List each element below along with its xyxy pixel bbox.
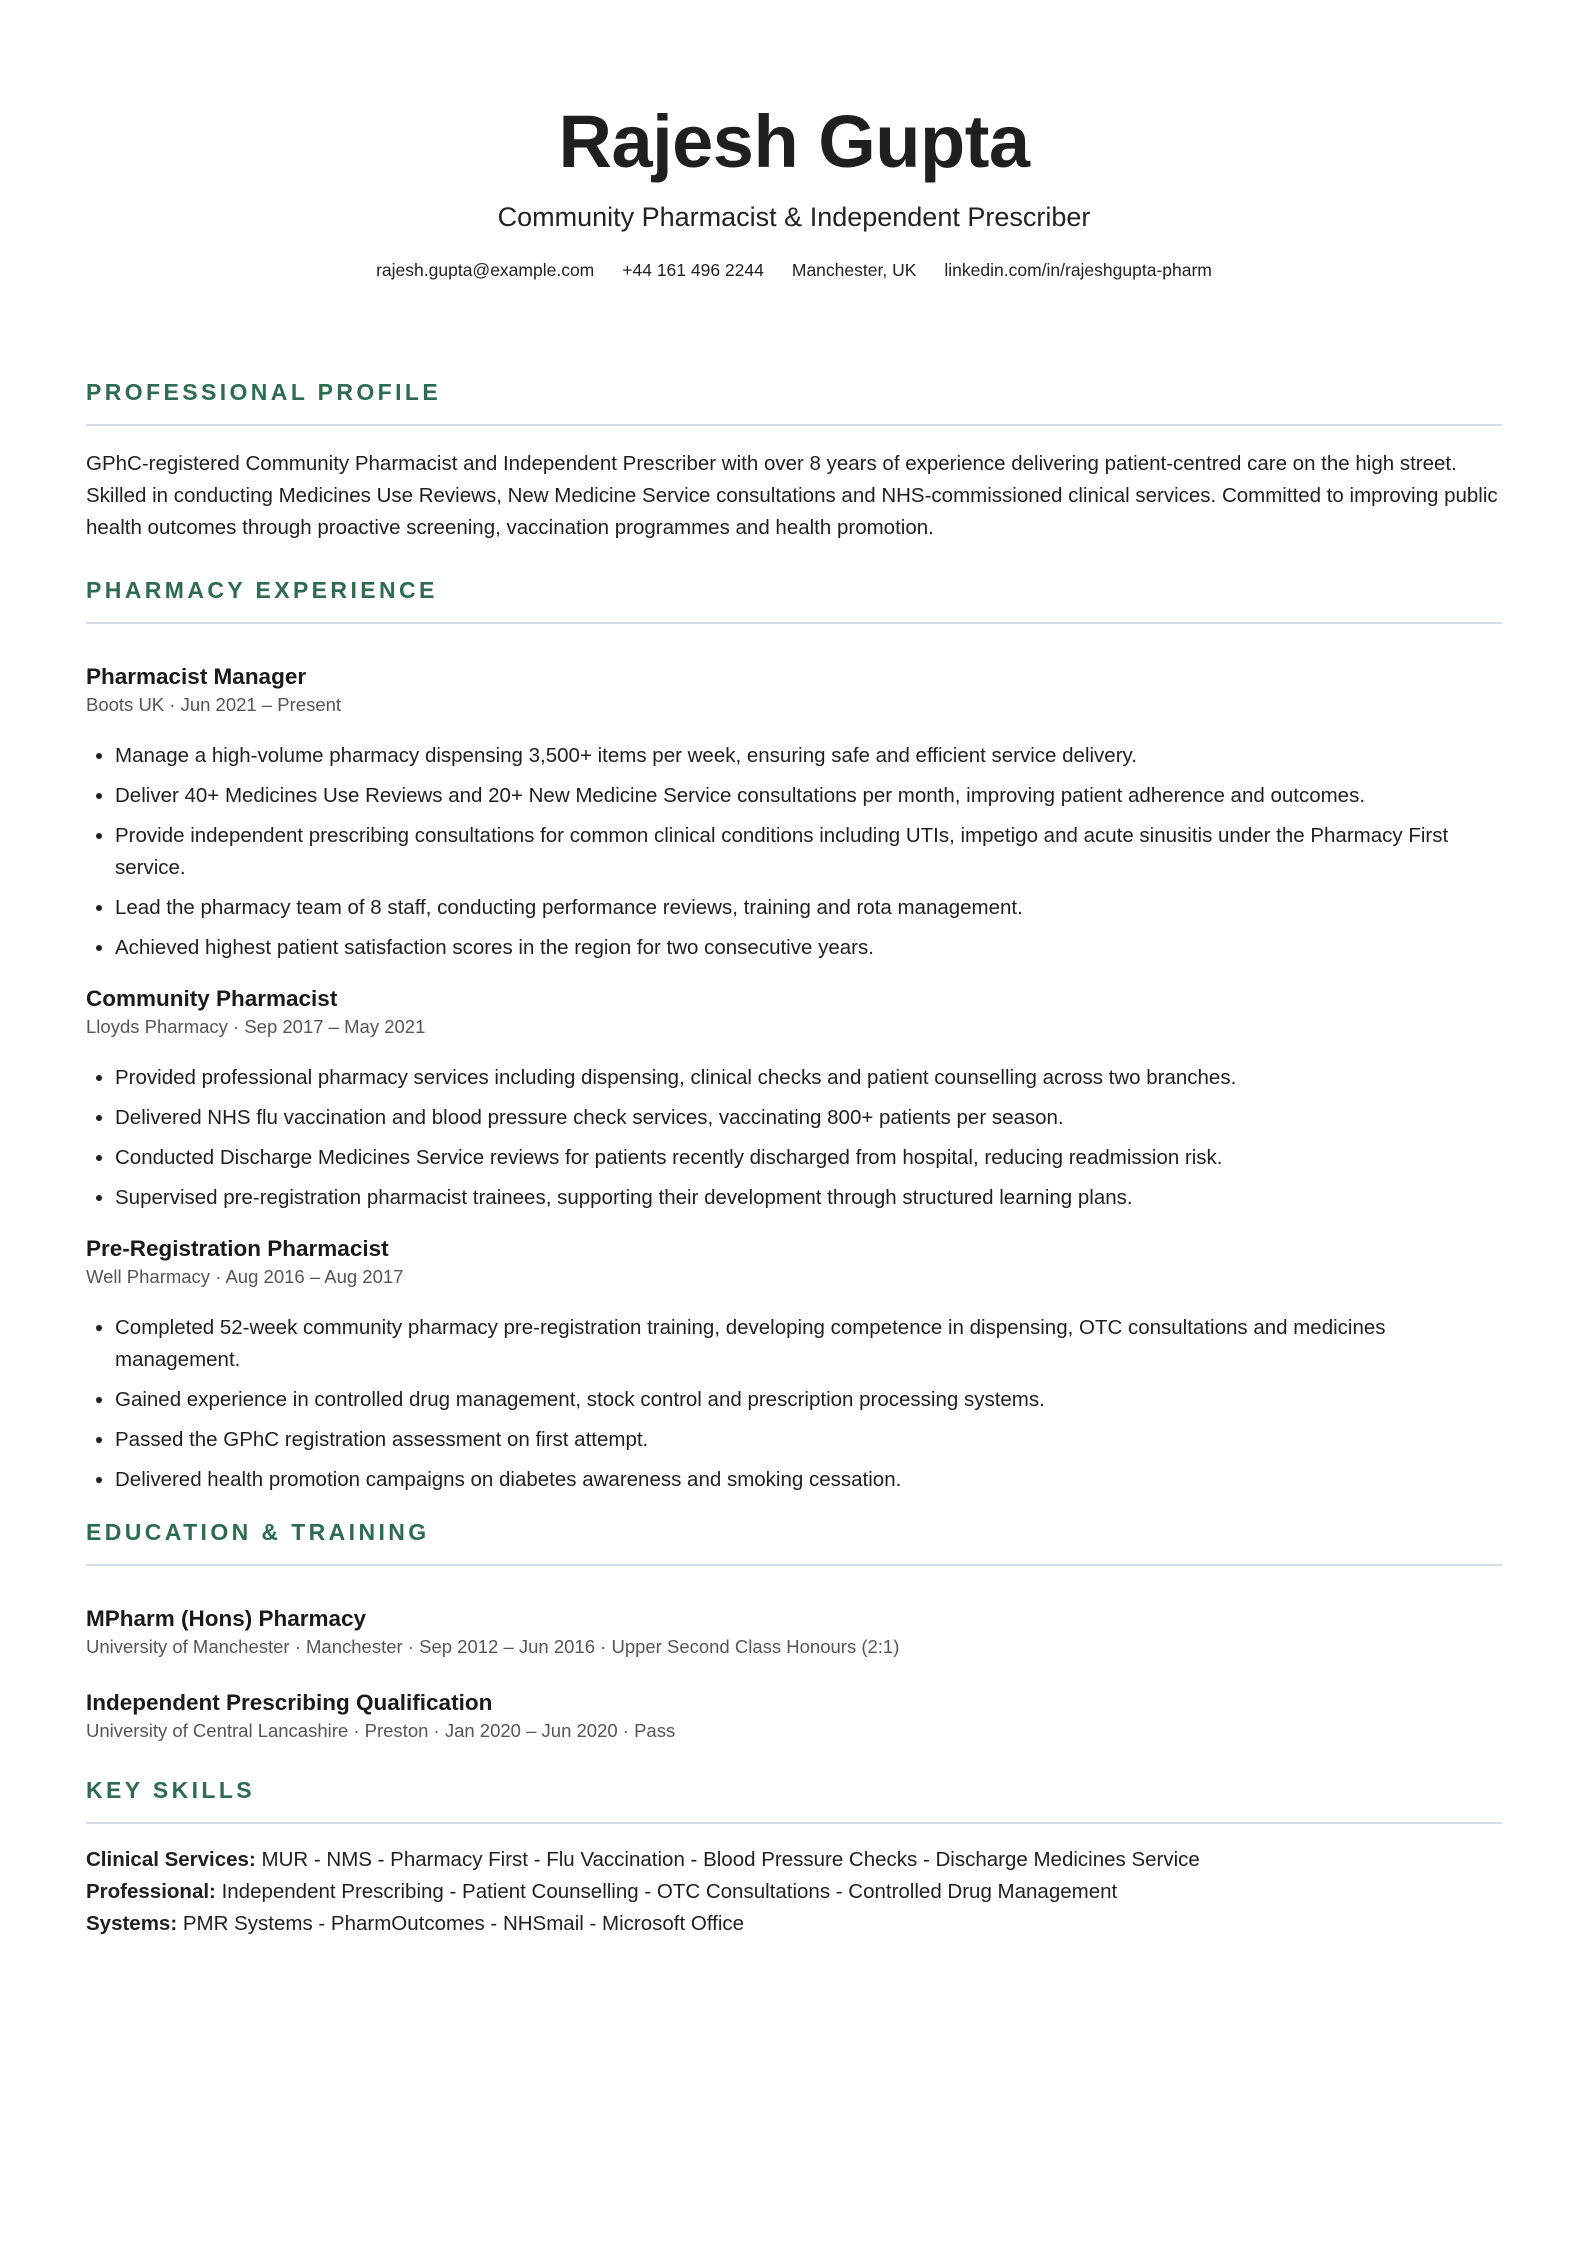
job-title: Pre-Registration Pharmacist (86, 1236, 389, 1261)
job-title: Pharmacist Manager (86, 664, 307, 689)
list-item: • Completed 52-week community pharmacy pre-registration training, developing competence in dispensing, OTC consultations and medicines management. (115, 1312, 1502, 1376)
section-divider (86, 424, 1502, 426)
degree-meta: University of Central Lancashire · Preston · Jan 2020 – Jun 2020 · Pass (86, 1720, 676, 1741)
list-item: • Conducted Discharge Medicines Service reviews for patients recently discharged from hospital, reducing readmission risk. (115, 1142, 1502, 1174)
section-heading: PHARMACY EXPERIENCE (86, 577, 438, 603)
list-item: • Lead the pharmacy team of 8 staff, conducting performance reviews, training and rota management. (115, 892, 1502, 924)
list-item: • Passed the GPhC registration assessment on first attempt. (115, 1424, 1502, 1456)
list-item: • Gained experience in controlled drug management, stock control and prescription processing systems. (115, 1384, 1502, 1416)
skills-row (86, 1876, 1502, 1908)
job-title: Community Pharmacist (86, 986, 338, 1011)
skills-row (86, 1908, 1502, 1940)
degree-title: Independent Prescribing Qualification (86, 1690, 493, 1715)
candidate-title: Community Pharmacist & Independent Prescriber (497, 202, 1091, 232)
list-item: • Supervised pre-registration pharmacist trainees, supporting their development through structured learning plans. (115, 1182, 1502, 1214)
job-meta: Boots UK · Jun 2021 – Present (86, 694, 342, 715)
skills-value: MUR - NMS - Pharmacy First - Flu Vaccination - Blood Pressure Checks - Discharge Medicines Service (255, 1848, 1200, 1871)
section-heading: EDUCATION & TRAINING (86, 1519, 430, 1545)
education-entry (86, 1604, 1502, 1660)
skills-section (86, 1776, 1502, 1940)
job-entry (86, 662, 1502, 964)
list-item: • Manage a high-volume pharmacy dispensing 3,500+ items per week, ensuring safe and efficient service delivery. (115, 740, 1502, 772)
degree-title: MPharm (Hons) Pharmacy (86, 1606, 367, 1631)
section-divider (86, 622, 1502, 624)
job-bullets (86, 1312, 1502, 1496)
contact-location: Manchester, UK (791, 260, 917, 280)
section-divider (86, 1822, 1502, 1824)
job-entry (86, 984, 1502, 1214)
skills-list (86, 1844, 1502, 1940)
section-heading: PROFESSIONAL PROFILE (86, 379, 442, 405)
job-meta: Well Pharmacy · Aug 2016 – Aug 2017 (86, 1266, 404, 1287)
list-item: • Delivered NHS flu vaccination and blood pressure check services, vaccinating 800+ patients per season. (115, 1102, 1502, 1134)
skills-label: Professional: (86, 1880, 216, 1903)
section-heading: KEY SKILLS (86, 1777, 256, 1803)
skills-label: Systems: (86, 1912, 178, 1935)
section-divider (86, 1564, 1502, 1566)
skills-label: Clinical Services: (86, 1848, 256, 1871)
education-section (86, 1518, 1502, 1744)
job-bullets (86, 740, 1502, 964)
education-entry (86, 1688, 1502, 1744)
skills-value: Independent Prescribing - Patient Counselling - OTC Consultations - Controlled Drug Management (215, 1880, 1118, 1903)
resume-header (86, 0, 1502, 282)
degree-meta: University of Manchester · Manchester · Sep 2012 – Jun 2016 · Upper Second Class Honours (2:1) (86, 1636, 900, 1657)
contact-linkedin: linkedin.com/in/rajeshgupta-pharm (944, 260, 1212, 280)
job-bullets (86, 1062, 1502, 1214)
list-item: • Provide independent prescribing consultations for common clinical conditions including UTIs, impetigo and acute sinusitis under the Pharmacy First service. (115, 820, 1502, 884)
job-meta: Lloyds Pharmacy · Sep 2017 – May 2021 (86, 1016, 426, 1037)
profile-section (86, 378, 1502, 544)
candidate-name: Rajesh Gupta (558, 100, 1030, 183)
list-item: • Deliver 40+ Medicines Use Reviews and 20+ New Medicine Service consultations per month, improving patient adherence and outcomes. (115, 780, 1502, 812)
contact-phone: +44 161 496 2244 (622, 260, 764, 280)
job-entry (86, 1234, 1502, 1496)
experience-section (86, 576, 1502, 1496)
profile-summary: GPhC-registered Community Pharmacist and Independent Prescriber with over 8 years of experience delivering patient-centred care on the high street. Skilled in conducting Medicines Use Reviews, New Medicine Service consultations and NHS-commissioned clinical services. Committed to improving public health outcomes through proactive screening, vaccination programmes and health promotion. (86, 452, 1498, 539)
list-item: • Achieved highest patient satisfaction scores in the region for two consecutive years. (115, 932, 1502, 964)
contact-line (86, 258, 1502, 282)
contact-email: rajesh.gupta@example.com (376, 260, 595, 280)
list-item: • Delivered health promotion campaigns on diabetes awareness and smoking cessation. (115, 1464, 1502, 1496)
skills-row (86, 1844, 1502, 1876)
skills-value: PMR Systems - PharmOutcomes - NHSmail - Microsoft Office (177, 1912, 745, 1935)
list-item: • Provided professional pharmacy services including dispensing, clinical checks and patient counselling across two branches. (115, 1062, 1502, 1094)
